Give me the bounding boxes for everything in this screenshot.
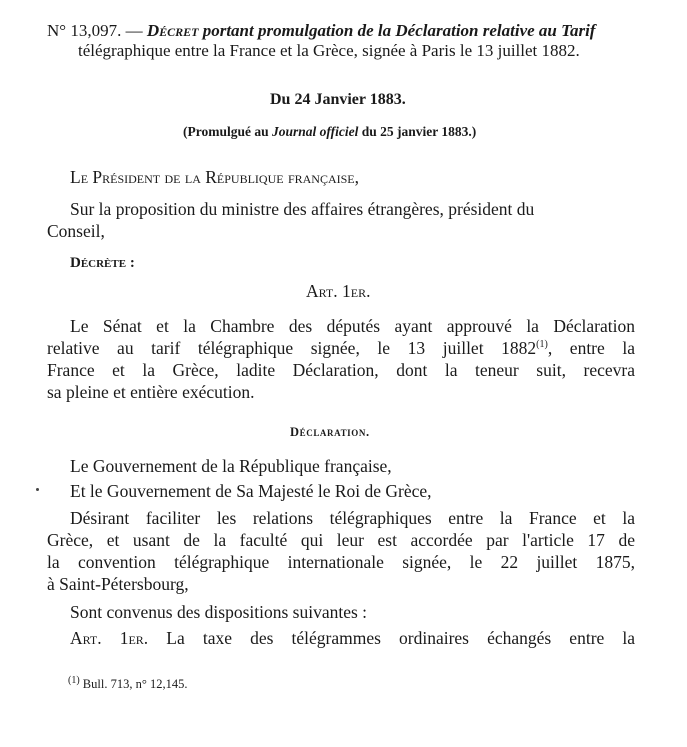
art1-text-line <box>70 627 635 650</box>
president-line: Le Président de la République française, <box>70 167 360 187</box>
decree-header-line1: N° 13,097. — Décret portant promulgation de la Déclaration relative au Tarif <box>47 21 596 40</box>
decree-title-line2: télégraphique entre la France et la Grèce, signée à Paris le 13 juillet 1882. <box>78 41 580 60</box>
decree-date: Du 24 Janvier 1883. <box>270 91 406 108</box>
art1-line2-b: , entre la <box>547 338 635 358</box>
footnote-ref: (1) <box>536 339 548 351</box>
desirant-line2: Grèce, et usant de la faculté qui leur est accordée par l'article 17 de <box>47 530 635 550</box>
proposition-line2: Conseil, <box>47 221 105 241</box>
decree-word: Décret <box>146 21 199 40</box>
promulgation-journal: Journal officiel <box>272 124 359 139</box>
promulgation-close: du 25 janvier 1883.) <box>361 124 477 139</box>
art1-line1: Le Sénat et la Chambre des députés ayant approuvé la Déclaration <box>70 316 635 336</box>
desirant-line3: la convention télégraphique internationale signée, le 22 juillet 1875, <box>47 552 635 572</box>
promulgation-open: (Promulgué au <box>183 124 269 139</box>
footnote-mark: (1) <box>68 674 80 686</box>
desirant-line4: à Saint-Pétersbourg, <box>47 574 189 594</box>
footnote <box>68 674 188 692</box>
art1-line4: sa pleine et entière exécution. <box>47 382 255 402</box>
stray-mark <box>36 488 39 491</box>
decree-title-line1: portant promulgation de la Déclaration relative au Tarif <box>202 21 596 40</box>
footnote-text: Bull. 713, n° 12,145. <box>82 677 188 691</box>
proposition-line1: Sur la proposition du ministre des affaires étrangères, président du <box>70 199 535 219</box>
convenus-line: Sont convenus des dispositions suivantes : <box>70 602 368 622</box>
art1-line3: France et la Grèce, ladite Déclaration, dont la teneur suit, recevra <box>47 360 635 380</box>
gouvernement-france: Le Gouvernement de la République française, <box>70 456 392 476</box>
desirant-line1: Désirant faciliter les relations télégraphiques entre la France et la <box>70 508 635 528</box>
declaration-heading: Déclaration. <box>290 425 370 439</box>
decrete-label: Décrète : <box>70 255 135 271</box>
art1-line2-a: relative au tarif télégraphique signée, le 13 juillet 1882 <box>47 338 537 358</box>
art1-text-label: Art. 1er. <box>70 628 149 648</box>
decree-number: N° 13,097. <box>47 21 122 40</box>
art1-heading: Art. 1er. <box>306 281 371 301</box>
gouvernement-grece: Et le Gouvernement de Sa Majesté le Roi de Grèce, <box>70 481 432 501</box>
promulgation-note <box>183 124 476 140</box>
art1-line2 <box>47 337 635 360</box>
art1-text-body: La taxe des télégrammes ordinaires échangés entre la <box>166 628 636 648</box>
